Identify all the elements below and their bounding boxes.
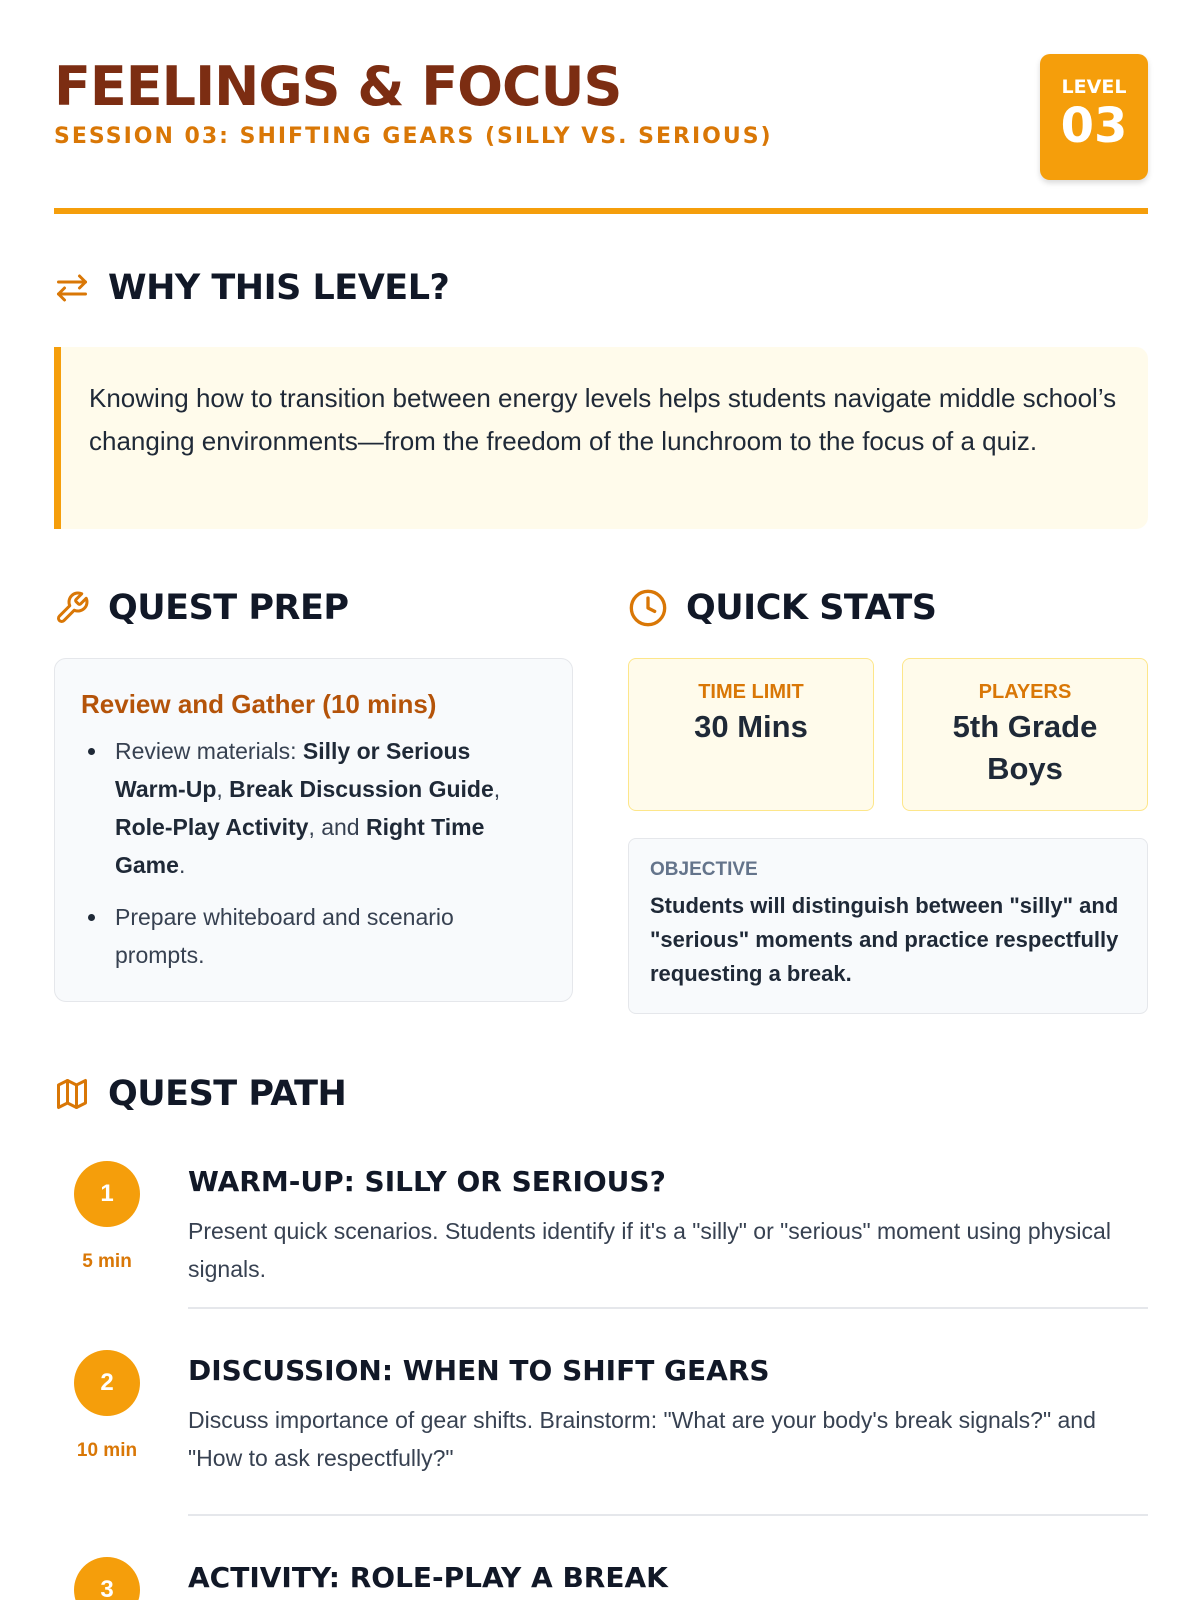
- wrench-icon: [54, 590, 90, 626]
- quest-step-2: [54, 1350, 1148, 1510]
- why-heading: [54, 268, 449, 308]
- players-value: 5th Grade Boys: [952, 709, 1098, 786]
- stats-heading-text: QUICK STATS: [686, 588, 937, 628]
- path-heading: [54, 1074, 346, 1114]
- step-divider: [188, 1307, 1148, 1309]
- time-limit-label: TIME LIMIT: [698, 681, 804, 703]
- level-number: 03: [1060, 98, 1128, 154]
- quest-step-3: [54, 1557, 1148, 1600]
- stats-heading: [628, 588, 937, 628]
- prep-list: [81, 732, 546, 974]
- step-body: [188, 1350, 1148, 1477]
- level-badge: [1040, 54, 1148, 180]
- players-label: PLAYERS: [978, 681, 1072, 703]
- step-divider: [188, 1514, 1148, 1516]
- page-header: [54, 54, 1148, 214]
- list-item: Review materials: Silly or Serious Warm-Up, Break Discussion Guide, Role-Play Activity, and Right Time Game.: [81, 732, 546, 884]
- objective-text: Students will distinguish between "silly" and "serious" moments and practice respectfully requesting a break.: [650, 893, 1119, 986]
- why-callout: Knowing how to transition between energy levels helps students navigate middle school’s changing environments—from the freedom of the lunchroom to the focus of a quiz.: [54, 347, 1148, 529]
- step-number-badge: 1: [74, 1161, 140, 1227]
- step-title: ACTIVITY: ROLE-PLAY A BREAK: [188, 1561, 668, 1594]
- step-duration: 10 min: [76, 1440, 138, 1461]
- page-title: FEELINGS & FOCUS: [54, 55, 622, 118]
- objective-label: OBJECTIVE: [650, 859, 758, 880]
- prep-card-title: Review and Gather (10 mins): [81, 689, 437, 719]
- step-description: Present quick scenarios. Students identify if it's a "silly" or "serious" moment using physical signals.: [188, 1218, 1111, 1282]
- header-divider: [54, 208, 1148, 214]
- path-heading-text: QUEST PATH: [108, 1074, 347, 1114]
- level-label: LEVEL: [1061, 76, 1127, 98]
- step-title: DISCUSSION: WHEN TO SHIFT GEARS: [188, 1354, 770, 1387]
- prep-heading-text: QUEST PREP: [108, 588, 349, 628]
- players-stat: [902, 658, 1148, 811]
- map-icon: [54, 1076, 90, 1112]
- step-description: Discuss importance of gear shifts. Brainstorm: "What are your body's break signals?" and "How to ask respectfully?": [188, 1407, 1096, 1471]
- session-subtitle: SESSION 03: SHIFTING GEARS (SILLY VS. SERIOUS): [54, 124, 773, 149]
- prep-card: [54, 658, 573, 1002]
- time-limit-stat: [628, 658, 874, 811]
- step-body: [188, 1161, 1148, 1288]
- step-number-badge: 2: [74, 1350, 140, 1416]
- step-body: [188, 1557, 1148, 1594]
- why-heading-text: WHY THIS LEVEL?: [108, 268, 450, 308]
- clock-icon: [628, 588, 668, 628]
- step-number-badge: 3: [74, 1557, 140, 1600]
- time-limit-value: 30 Mins: [694, 709, 808, 744]
- step-duration: 5 min: [82, 1251, 132, 1272]
- arrows-swap-icon: [54, 270, 90, 306]
- prep-heading: [54, 588, 349, 628]
- list-item: Prepare whiteboard and scenario prompts.: [81, 898, 546, 974]
- quest-step-1: [54, 1161, 1148, 1321]
- step-title: WARM-UP: SILLY OR SERIOUS?: [188, 1165, 666, 1198]
- objective-card: [628, 838, 1148, 1014]
